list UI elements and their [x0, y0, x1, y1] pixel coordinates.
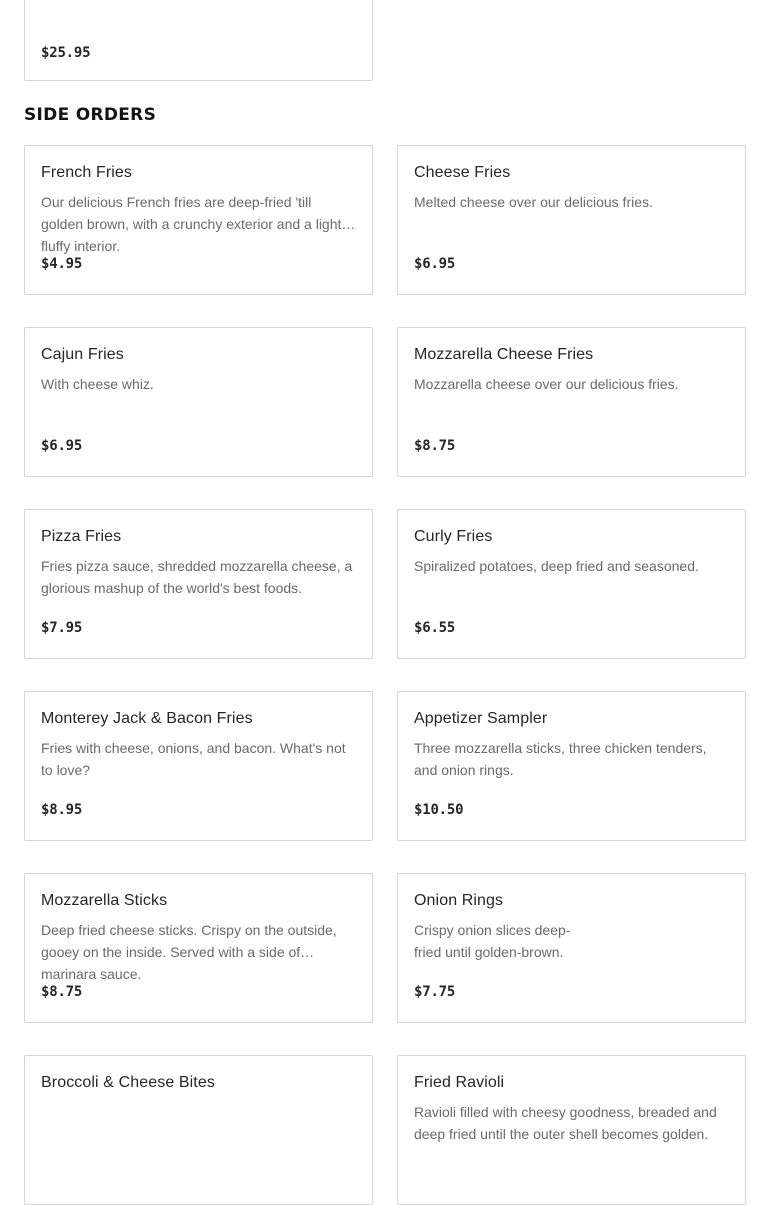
item-description: Melted cheese over our delicious fries.: [414, 194, 653, 210]
item-price: $8.75: [41, 984, 83, 1000]
item-name: Mozzarella Cheese Fries: [414, 346, 594, 363]
item-description: With cheese whiz.: [41, 376, 154, 392]
item-description: Spiralized potatoes, deep fried and seasoned.: [414, 558, 699, 574]
menu-item-card[interactable]: [24, 691, 373, 841]
item-name: Curly Fries: [414, 528, 493, 545]
item-description: Mozzarella cheese over our delicious fries.: [414, 376, 679, 392]
menu-item-card[interactable]: [24, 0, 373, 81]
item-price: $6.95: [41, 438, 83, 454]
item-description: Fries with cheese, onions, and bacon. What's not to love?: [41, 740, 346, 778]
item-name: Monterey Jack & Bacon Fries: [41, 710, 253, 727]
item-description: Fries pizza sauce, shredded mozzarella cheese, a glorious mashup of the world's best foods.: [41, 558, 353, 596]
item-price: $25.95: [41, 45, 91, 61]
item-name: Mozzarella Sticks: [41, 892, 168, 909]
menu-item-card[interactable]: [397, 691, 746, 841]
item-price: $7.95: [41, 620, 83, 636]
item-price: $6.55: [414, 620, 456, 636]
item-name: Cheese Fries: [414, 164, 511, 181]
menu-item-card[interactable]: [397, 509, 746, 659]
item-price: $6.95: [414, 256, 456, 272]
item-name: Pizza Fries: [41, 528, 122, 545]
menu-item-card[interactable]: [24, 327, 373, 477]
item-name: French Fries: [41, 164, 132, 181]
menu-item-card[interactable]: [24, 509, 373, 659]
item-description: Ravioli filled with cheesy goodness, breaded and deep fried until the outer shell becomes golden.: [414, 1104, 717, 1142]
item-price: $8.75: [414, 438, 456, 454]
item-description: Our delicious French fries are deep-fried 'till golden brown, with a crunchy exterior and a light, fluffy interior.: [41, 194, 346, 254]
item-description: Three mozzarella sticks, three chicken tenders, and onion rings.: [414, 740, 707, 778]
menu-item-card[interactable]: [24, 873, 373, 1023]
menu-item-card[interactable]: [397, 1055, 746, 1205]
item-description: Deep fried cheese sticks. Crispy on the outside, gooey on the inside. Served with a side of marinara sauce.: [41, 922, 337, 982]
item-name: Onion Rings: [414, 892, 504, 909]
item-price: $10.50: [414, 802, 464, 818]
section-heading: SIDE ORDERS: [24, 105, 157, 125]
item-name: Broccoli & Cheese Bites: [41, 1074, 215, 1091]
item-description: Crispy onion slices deep-fried until golden-brown.: [414, 922, 571, 960]
item-price: $8.95: [41, 802, 83, 818]
item-price: $4.95: [41, 256, 83, 272]
item-price: $7.75: [414, 984, 456, 1000]
menu-item-card[interactable]: [397, 327, 746, 477]
menu-item-card[interactable]: [397, 873, 746, 1023]
menu-item-card[interactable]: [397, 145, 746, 295]
item-name: Cajun Fries: [41, 346, 124, 363]
menu-item-card[interactable]: [24, 1055, 373, 1205]
item-name: Appetizer Sampler: [414, 710, 548, 727]
item-name: Fried Ravioli: [414, 1074, 505, 1091]
menu-item-card[interactable]: [24, 145, 373, 295]
